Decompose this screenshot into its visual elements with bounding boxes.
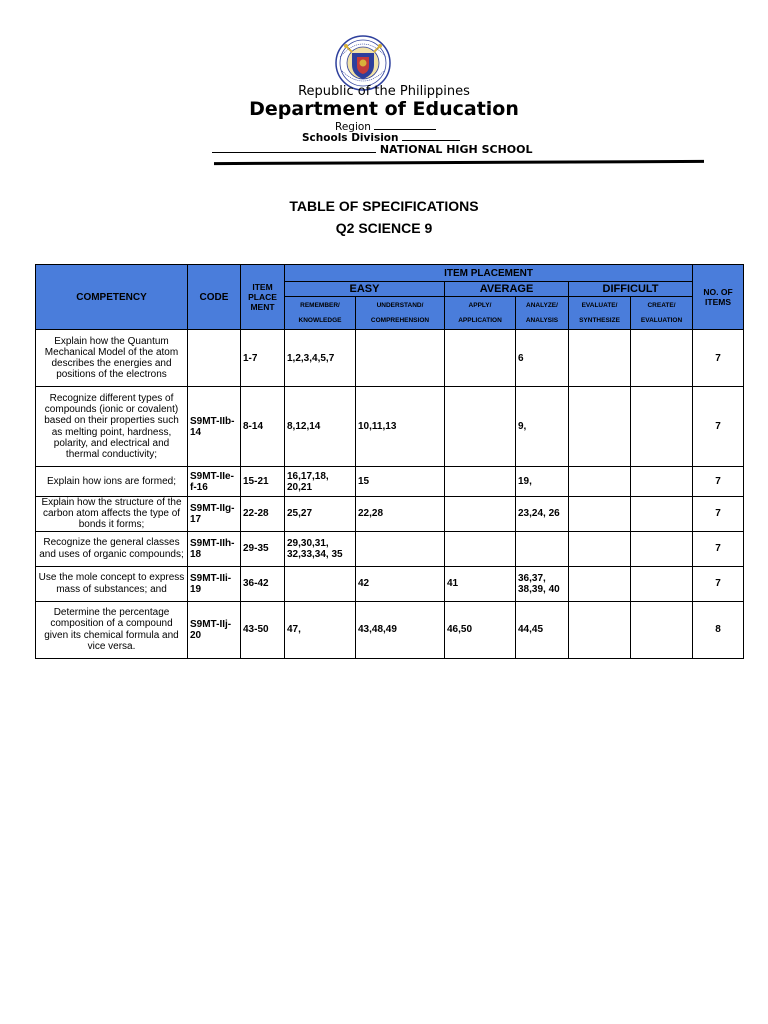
- remember-knowledge-header: [285, 297, 356, 330]
- code-cell: S9MT-IIj-20: [188, 601, 241, 658]
- republic-heading: Republic of the Philippines: [298, 84, 470, 99]
- understand-cell: 43,48,49: [356, 601, 445, 658]
- department-heading: Department of Education: [249, 98, 519, 120]
- school-blank: [212, 143, 376, 153]
- evaluate-cell: [569, 387, 631, 467]
- create-cell: [631, 330, 693, 387]
- remember-cell: 1,2,3,4,5,7: [285, 330, 356, 387]
- placement-cell: 36-42: [241, 566, 285, 601]
- table-row: [36, 387, 744, 467]
- table-row: [36, 566, 744, 601]
- placement-cell: 29-35: [241, 531, 285, 566]
- create-evaluation-header: [631, 297, 693, 330]
- header-divider: [214, 160, 704, 165]
- table-row: [36, 497, 744, 532]
- items-cell: 7: [693, 330, 744, 387]
- synthesize-label: SYNTHESIZE: [579, 317, 620, 324]
- analyze-analysis-header: [516, 297, 569, 330]
- evaluation-label: EVALUATION: [640, 317, 683, 324]
- code-cell: S9MT-IIe-f-16: [188, 467, 241, 497]
- placement-cell: 22-28: [241, 497, 285, 532]
- evaluate-cell: [569, 497, 631, 532]
- code-cell: S9MT-IIb-14: [188, 387, 241, 467]
- division-label: Schools Division: [302, 132, 399, 144]
- apply-cell: 41: [445, 566, 516, 601]
- competency-cell: Use the mole concept to express mass of substances; and: [36, 566, 188, 601]
- remember-cell: 29,30,31, 32,33,34, 35: [285, 531, 356, 566]
- understand-cell: [356, 330, 445, 387]
- competency-cell: Determine the percentage composition of a compound given its chemical formula and vice versa.: [36, 601, 188, 658]
- no-of-items-header: NO. OF ITEMS: [693, 265, 744, 330]
- apply-cell: [445, 531, 516, 566]
- understand-label: UNDERSTAND/: [376, 302, 424, 309]
- items-cell: 7: [693, 531, 744, 566]
- create-cell: [631, 497, 693, 532]
- placement-cell: 15-21: [241, 467, 285, 497]
- placement-cell: 1-7: [241, 330, 285, 387]
- item-placement-group-header: ITEM PLACEMENT: [285, 265, 693, 282]
- application-label: APPLICATION: [458, 317, 502, 324]
- analyze-cell: 9,: [516, 387, 569, 467]
- competency-cell: Explain how the Quantum Mechanical Model of the atom describes the energies and positions of the electrons: [36, 330, 188, 387]
- placement-cell: 43-50: [241, 601, 285, 658]
- remember-cell: 8,12,14: [285, 387, 356, 467]
- evaluate-label: EVALUATE/: [581, 302, 618, 309]
- items-cell: 7: [693, 387, 744, 467]
- division-blank: [402, 131, 460, 141]
- evaluate-cell: [569, 330, 631, 387]
- document-title: TABLE OF SPECIFICATIONS: [289, 198, 479, 214]
- remember-label: REMEMBER/: [300, 302, 340, 309]
- understand-cell: 15: [356, 467, 445, 497]
- understand-cell: [356, 531, 445, 566]
- difficult-header: DIFFICULT: [569, 282, 693, 297]
- understand-cell: 22,28: [356, 497, 445, 532]
- understand-cell: 10,11,13: [356, 387, 445, 467]
- evaluate-cell: [569, 467, 631, 497]
- apply-cell: [445, 467, 516, 497]
- code-cell: [188, 330, 241, 387]
- items-cell: 8: [693, 601, 744, 658]
- apply-cell: [445, 387, 516, 467]
- evaluate-cell: [569, 601, 631, 658]
- apply-label: APPLY/: [468, 302, 492, 309]
- understand-cell: 42: [356, 566, 445, 601]
- competency-cell: Recognize the general classes and uses of organic compounds;: [36, 531, 188, 566]
- items-cell: 7: [693, 467, 744, 497]
- analyze-cell: 44,45: [516, 601, 569, 658]
- evaluate-cell: [569, 566, 631, 601]
- apply-application-header: [445, 297, 516, 330]
- items-cell: 7: [693, 497, 744, 532]
- table-row: [36, 467, 744, 497]
- create-cell: [631, 566, 693, 601]
- knowledge-label: KNOWLEDGE: [298, 317, 342, 324]
- region-blank: [374, 120, 436, 130]
- school-label: NATIONAL HIGH SCHOOL: [379, 143, 533, 156]
- comprehension-label: COMPREHENSION: [370, 317, 430, 324]
- code-cell: S9MT-IIh-18: [188, 531, 241, 566]
- analysis-label: ANALYSIS: [525, 317, 559, 324]
- table-of-specifications: [35, 264, 744, 659]
- average-header: AVERAGE: [445, 282, 569, 297]
- analyze-cell: 23,24, 26: [516, 497, 569, 532]
- evaluate-synthesize-header: [569, 297, 631, 330]
- remember-cell: 25,27: [285, 497, 356, 532]
- code-cell: S9MT-IIg-17: [188, 497, 241, 532]
- table-row: [36, 330, 744, 387]
- code-cell: S9MT-IIi-19: [188, 566, 241, 601]
- remember-cell: 47,: [285, 601, 356, 658]
- region-label: Region: [335, 121, 371, 133]
- competency-cell: Explain how ions are formed;: [36, 467, 188, 497]
- remember-cell: [285, 566, 356, 601]
- easy-header: EASY: [285, 282, 445, 297]
- document-subtitle: Q2 SCIENCE 9: [335, 220, 433, 236]
- competency-cell: Explain how the structure of the carbon atom affects the type of bonds it forms;: [36, 497, 188, 532]
- analyze-cell: 6: [516, 330, 569, 387]
- create-label: CREATE/: [647, 302, 676, 309]
- analyze-label: ANALYZE/: [526, 302, 558, 309]
- placement-cell: 8-14: [241, 387, 285, 467]
- items-cell: 7: [693, 566, 744, 601]
- apply-cell: [445, 330, 516, 387]
- table-row: [36, 531, 744, 566]
- school-line: [212, 143, 533, 156]
- apply-cell: [445, 497, 516, 532]
- item-placement-column-header: ITEM PLACE MENT: [241, 265, 285, 330]
- evaluate-cell: [569, 531, 631, 566]
- understand-comprehension-header: [356, 297, 445, 330]
- analyze-cell: 36,37, 38,39, 40: [516, 566, 569, 601]
- competency-header: COMPETENCY: [36, 265, 188, 330]
- table-row: [36, 601, 744, 658]
- competency-cell: Recognize different types of compounds (ionic or covalent) based on their properties such as melting point, hardness, polarity, and electrical and thermal conductivity;: [36, 387, 188, 467]
- apply-cell: 46,50: [445, 601, 516, 658]
- create-cell: [631, 531, 693, 566]
- create-cell: [631, 467, 693, 497]
- analyze-cell: [516, 531, 569, 566]
- create-cell: [631, 601, 693, 658]
- analyze-cell: 19,: [516, 467, 569, 497]
- create-cell: [631, 387, 693, 467]
- remember-cell: 16,17,18, 20,21: [285, 467, 356, 497]
- code-header: CODE: [188, 265, 241, 330]
